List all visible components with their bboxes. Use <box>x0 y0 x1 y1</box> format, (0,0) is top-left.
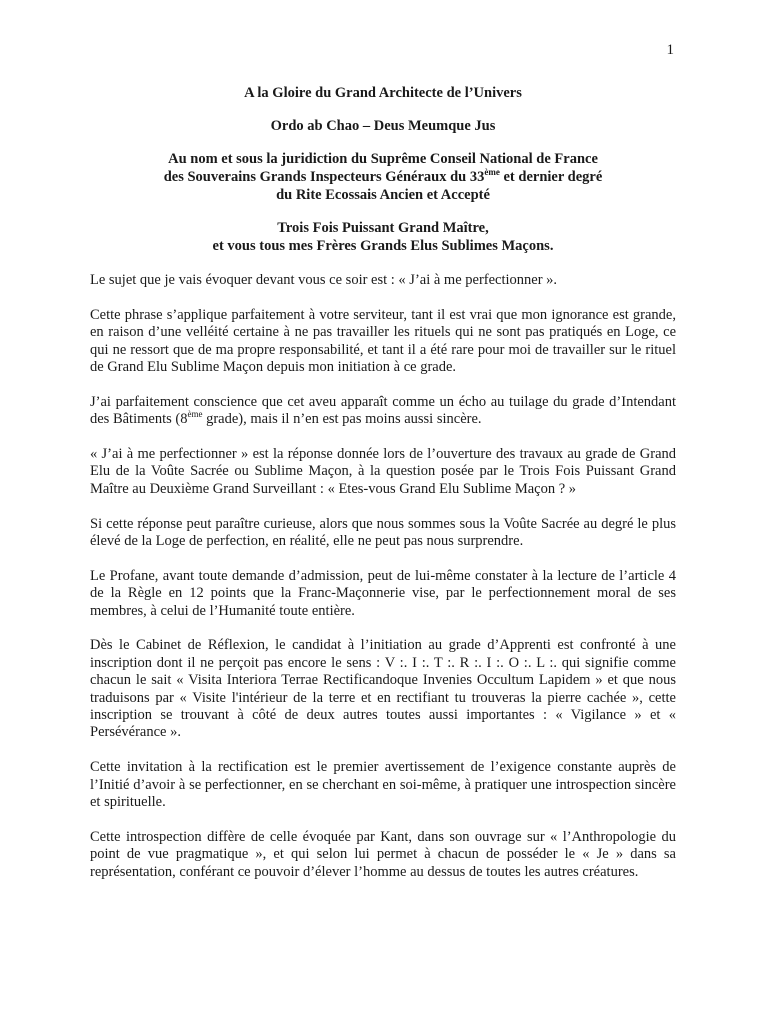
paragraph-profane: Le Profane, avant toute demande d’admission, peut de lui-même constater à la lecture de l’article 4 de la Règle en 12 points que la Franc-Maçonnerie vise, par le perfectionnement moral de ses membres, à celui de l’Humanité toute entière. <box>90 567 676 619</box>
paragraph-subject: Le sujet que je vais évoquer devant vous ce soir est : « J’ai à me perfectionner ». <box>90 272 558 288</box>
paragraph-rectification: Cette invitation à la rectification est le premier avertissement de l’exigence constante auprès de l’Initié d’avoir à se perfectionner, en se cherchant en soi-même, à pratiquer une introspection sincère et spirituelle. <box>90 759 676 811</box>
page-number: 1 <box>666 42 674 58</box>
heading-line-rite: du Rite Ecossais Ancien et Accepté <box>276 187 490 203</box>
inspectors-superscript: ème <box>484 167 500 178</box>
confession-superscript: ème <box>187 409 203 420</box>
inspectors-text-pre: des Souverains Grands Inspecteurs Généraux du 33 <box>163 169 485 185</box>
heading-line-architect: A la Gloire du Grand Architecte de l’Univers <box>244 85 522 101</box>
inspectors-text-post: et dernier degré <box>499 169 603 185</box>
heading-line-brothers: et vous tous mes Frères Grands Elus Sublimes Maçons. <box>212 238 554 254</box>
paragraph-introspection: Cette introspection diffère de celle évoquée par Kant, dans son ouvrage sur « l’Anthropologie du point de vue pragmatique », et qui selon lui permet à chacun de posséder le « Je » dans sa représentation, conférant ce pouvoir d’élever l’homme au dessus de toutes les autres créatures. <box>90 828 676 880</box>
heading-line-motto: Ordo ab Chao – Deus Meumque Jus <box>270 118 496 134</box>
paragraph-curious: Si cette réponse peut paraître curieuse, alors que nous sommes sous la Voûte Sacrée au degré le plus élevé de la Loge de perfection, en réalité, elle ne peut pas nous surprendre. <box>90 515 676 550</box>
paragraph-ritual-answer: « J’ai à me perfectionner » est la réponse donnée lors de l’ouverture des travaux au grade de Grand Elu de la Voûte Sacrée ou Sublime Maçon, à la question posée par le Trois Fois Puissant Grand Maître au Deuxième Grand Surveillant : « Etes-vous Grand Elu Sublime Maçon ? » <box>90 446 676 497</box>
invocation-heading <box>90 84 676 102</box>
heading-line-council: Au nom et sous la juridiction du Suprême Conseil National de France <box>168 151 598 167</box>
greeting-heading <box>90 219 676 255</box>
heading-line-inspectors <box>90 168 676 186</box>
document-body <box>90 84 676 898</box>
jurisdiction-heading <box>90 150 676 204</box>
paragraph-servant: Cette phrase s’applique parfaitement à votre serviteur, tant il est vrai que mon ignorance est grande, en raison d’une velléité certaine à ne pas travailler les rituels qui ne sont pas pratiqués en Loge, ce qui ne ressort que de ma propre responsabilité, et tant il a été rare pour moi de travailler sur le rituel de Grand Elu Sublime Maçon depuis mon initiation à ce grade. <box>90 306 676 376</box>
heading-line-grand-master: Trois Fois Puissant Grand Maître, <box>277 220 489 236</box>
confession-text-pre: J’ai parfaitement conscience que cet aveu apparaît comme un écho au tuilage du grade d’Intendant des Bâtiments (8 <box>90 393 676 428</box>
confession-text-post: grade), mais il n’en est pas moins aussi sincère. <box>202 411 482 428</box>
paragraph-confession <box>90 394 676 429</box>
paragraph-reflection: Dès le Cabinet de Réflexion, le candidat à l’initiation au grade d’Apprenti est confronté à une inscription dont il ne perçoit pas encore le sens : V :. I :. T :. R :. I :. O :. L :. qui signifie comme chacun le sait « Visita Interiora Terrae Rectificandoque Invenies Occultum Lapidem » et que nous traduisons par « Visite l'intérieur de la terre et en rectifiant tu trouveras la pierre cachée », cette inscription se trouvant à côté de deux autres toutes aussi importantes : « Vigilance » et « Persévérance ». <box>90 637 676 741</box>
motto-heading <box>90 117 676 135</box>
